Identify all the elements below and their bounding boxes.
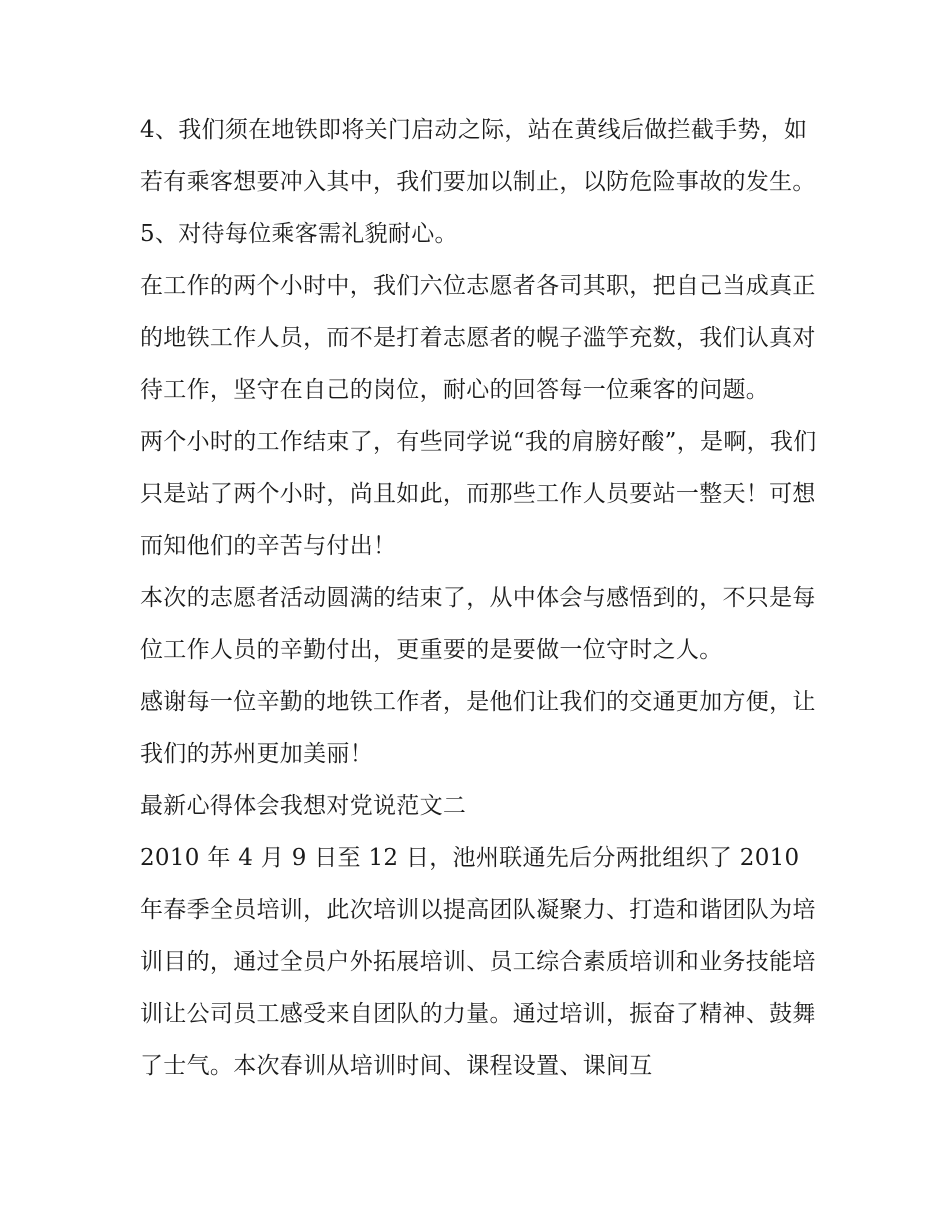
section-title: 最新心得体会我想对党说范文二: [140, 793, 467, 819]
paragraph-two-hours-work: 在工作的两个小时中，我们六位志愿者各司其职，把自己当成真正的地铁工作人员，而不是打着志愿者的幌子滥竽充数，我们认真对待工作，坚守在自己的岗位，耐心的回答每一位乘客的问题。: [140, 273, 816, 403]
paragraph-work-finished: 两个小时的工作结束了，有些同学说“我的肩膀好酸”，是啊，我们只是站了两个小时，尚且如此，而那些工作人员要站一整天！可想而知他们的辛苦与付出！: [140, 429, 817, 559]
paragraph-training: 2010 年 4 月 9 日至 12 日，池州联通先后分两批组织了 2010 年春季全员培训，此次培训以提高团队凝聚力、打造和谐团队为培训目的，通过全员户外拓展培训、员工综合素质培训和业务技能培训让公司员工感受来自团队的力量。通过培训，振奋了精神、鼓舞了士气。本次春训从培训时间、课程设置、课间互: [140, 845, 816, 1079]
paragraph-volunteer-duties: 4、我们须在地铁即将关门启动之际，站在黄线后做拦截手势，如若有乘客想要冲入其中，我们要加以制止，以防危险事故的发生。 5、对待每位乘客需礼貌耐心。: [140, 117, 816, 247]
document-body: [140, 104, 820, 1092]
paragraph-thanks: 感谢每一位辛勤的地铁工作者，是他们让我们的交通更加方便，让我们的苏州更加美丽！: [140, 689, 816, 767]
paragraph-activity-summary: 本次的志愿者活动圆满的结束了，从中体会与感悟到的，不只是每位工作人员的辛勤付出，更重要的是要做一位守时之人。: [140, 585, 816, 663]
